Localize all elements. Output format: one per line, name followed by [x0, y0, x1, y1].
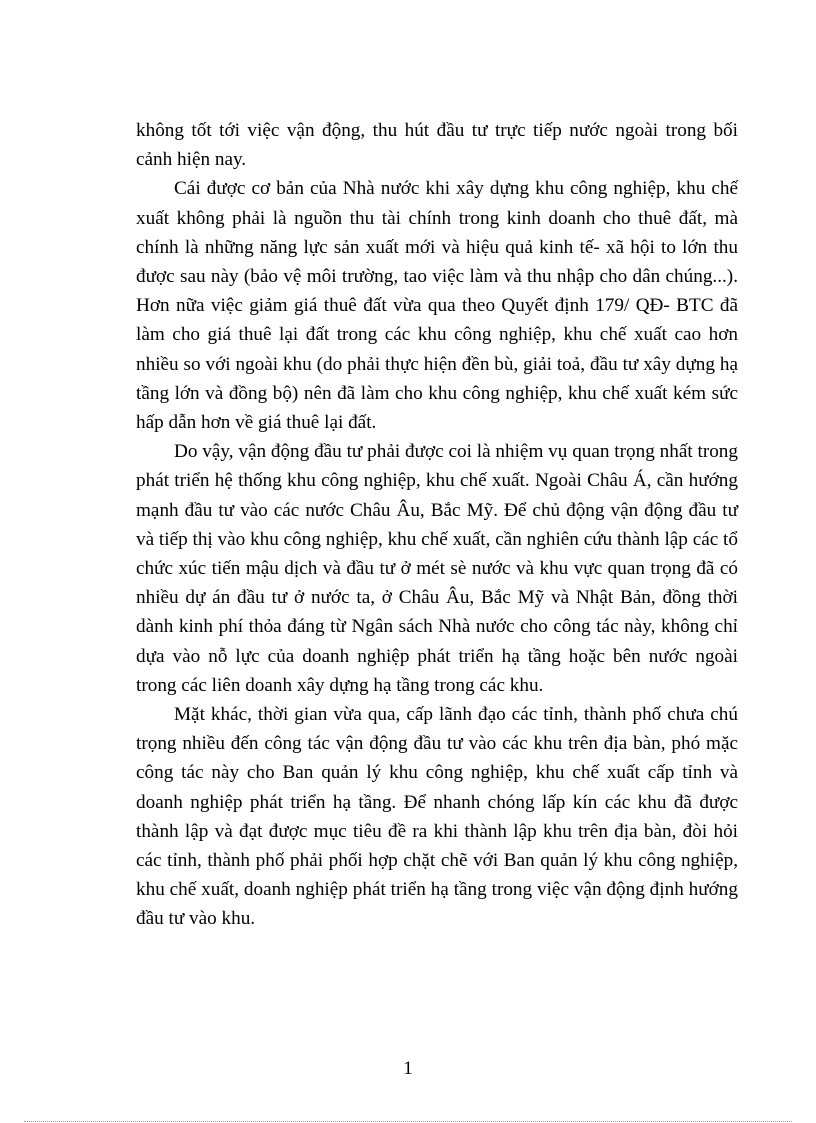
paragraph-1: không tốt tới việc vận động, thu hút đầu tư trực tiếp nước ngoài trong bối cảnh hiện nay.	[136, 120, 738, 171]
page-bottom-border	[24, 1121, 792, 1122]
page-number: 1	[403, 1058, 413, 1079]
paragraph-3: Do vậy, vận động đầu tư phải được coi là nhiệm vụ quan trọng nhất trong phát triển hệ thống khu công nghiệp, khu chế xuất. Ngoài Châu Á, cần hướng mạnh đầu tư vào các nước Châu Âu, Bắc Mỹ. Để chủ động vận động đầu tư và tiếp thị vào khu công nghiệp, khu chế xuất, cần nghiên cứu thành lập các tổ chức xúc tiến mậu dịch và đầu tư ở mét sè nước và khu vực quan trọng đã có nhiều dự án đầu tư ở nước ta, ở Châu Âu, Bắc Mỹ và Nhật Bản, đồng thời dành kinh phí thỏa đáng từ Ngân sách Nhà nước cho công tác này, không chỉ dựa vào nỗ lực của doanh nghiệp phát triển hạ tầng hoặc bên nước ngoài trong các liên doanh xây dựng hạ tầng trong các khu.	[136, 441, 738, 696]
paragraph-2: Cái được cơ bản của Nhà nước khi xây dựng khu công nghiệp, khu chế xuất không phải là nguồn thu tài chính trong kinh doanh cho thuê đất, mà chính là những năng lực sản xuất mới và hiệu quả kinh tế- xã hội to lớn thu được sau này (bảo vệ môi trường, tao việc làm và thu nhập cho dân chúng...). Hơn nữa việc giảm giá thuê đất vừa qua theo Quyết định 179/ QĐ- BTC đã làm cho giá thuê lại đất trong các khu công nghiệp, khu chế xuất cao hơn nhiều so với ngoài khu (do phải thực hiện đền bù, giải toả, đầu tư xây dựng hạ tầng lớn và đồng bộ) nên đã làm cho khu công nghiệp, khu chế xuất kém sức hấp dẫn hơn về giá thuê lại đất.	[136, 178, 738, 434]
body-text	[136, 116, 738, 934]
paragraph-4: Mặt khác, thời gian vừa qua, cấp lãnh đạo các tỉnh, thành phố chưa chú trọng nhiều đến công tác vận động đầu tư vào các khu trên địa bàn, phó mặc công tác này cho Ban quản lý khu công nghiệp, khu chế xuất cấp tỉnh và doanh nghiệp phát triển hạ tầng. Để nhanh chóng lấp kín các khu đã được thành lập và đạt được mục tiêu đề ra khi thành lập khu trên địa bàn, đòi hỏi các tỉnh, thành phố phải phối hợp chặt chẽ với Ban quản lý khu công nghiệp, khu chế xuất, doanh nghiệp phát triển hạ tầng trong việc vận động định hướng đầu tư vào khu.	[136, 704, 738, 930]
